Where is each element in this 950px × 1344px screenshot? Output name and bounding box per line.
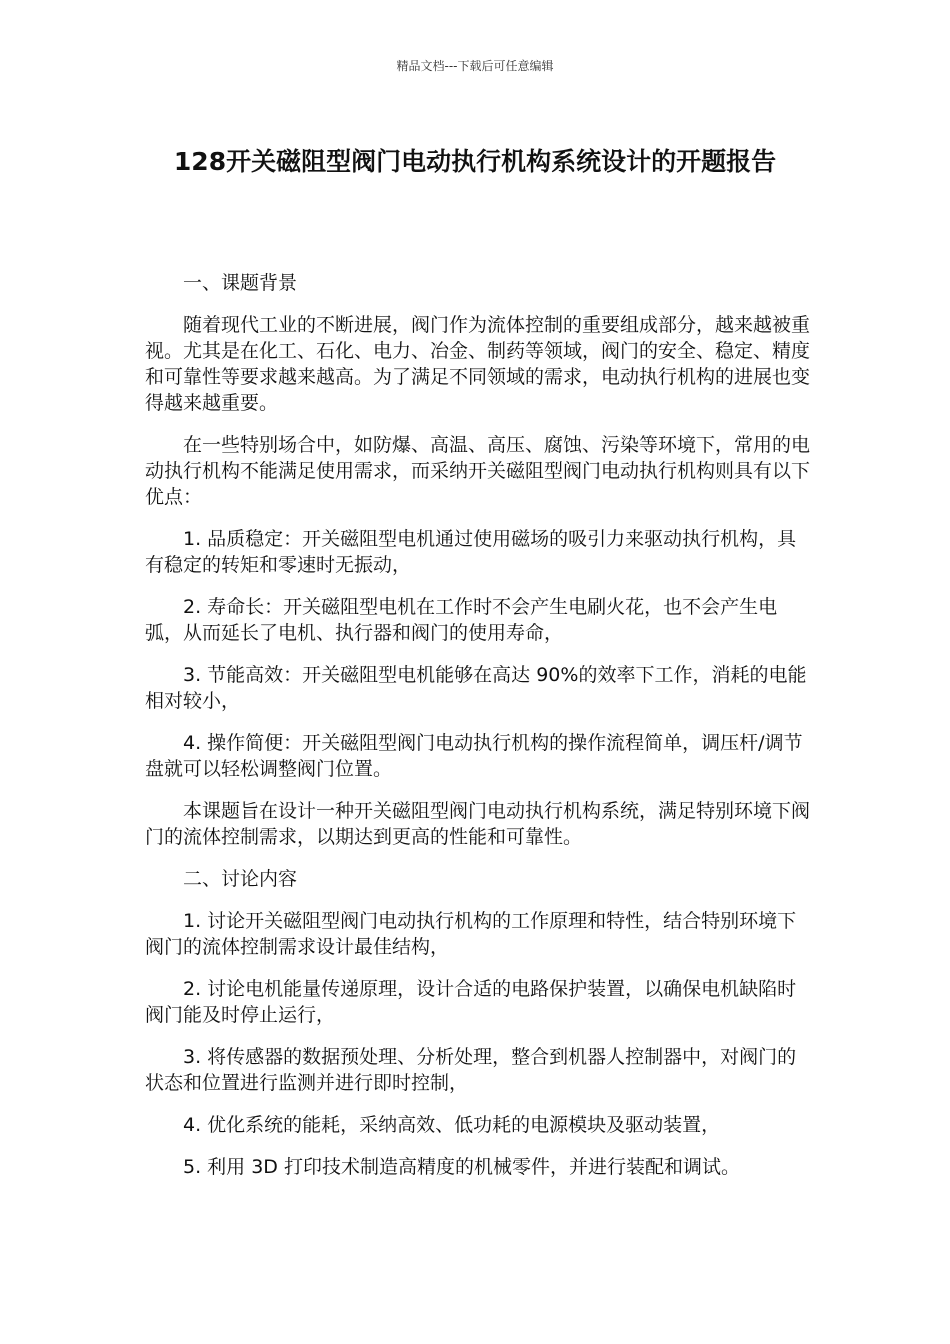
document-body	[145, 270, 810, 1196]
section-heading: 一、课题背景	[183, 272, 298, 294]
page-header-note: 精品文档---下载后可任意编辑	[396, 59, 554, 73]
section-research-content	[145, 866, 810, 1180]
list-item: 2. 寿命长：开关磁阻型电机在工作时不会产生电刷火花，也不会产生电弧，从而延长了电机、执行器和阀门的使用寿命，	[145, 596, 778, 644]
paragraph: 随着现代工业的不断进展，阀门作为流体控制的重要组成部分，越来越被重视。尤其是在化工、石化、电力、冶金、制药等领域，阀门的安全、稳定、精度和可靠性等要求越来越高。为了满足不同领域的需求，电动执行机构的进展也变得越来越重要。	[145, 314, 811, 414]
section-heading: 二、讨论内容	[183, 868, 298, 890]
paragraph: 本课题旨在设计一种开关磁阻型阀门电动执行机构系统，满足特别环境下阀门的流体控制需求，以期达到更高的性能和可靠性。	[145, 800, 811, 848]
paragraph: 在一些特别场合中，如防爆、高温、高压、腐蚀、污染等环境下，常用的电动执行机构不能满足使用需求，而采纳开关磁阻型阀门电动执行机构则具有以下优点：	[145, 434, 811, 508]
list-item: 2. 讨论电机能量传递原理，设计合适的电路保护装置，以确保电机缺陷时阀门能及时停止运行，	[145, 978, 797, 1026]
list-item: 5. 利用 3D 打印技术制造高精度的机械零件，并进行装配和调试。	[183, 1156, 740, 1178]
list-item: 4. 操作简便：开关磁阻型阀门电动执行机构的操作流程简单，调压杆/调节盘就可以轻松调整阀门位置。	[145, 732, 803, 780]
list-item: 1. 讨论开关磁阻型阀门电动执行机构的工作原理和特性，结合特别环境下阀门的流体控制需求设计最佳结构，	[145, 910, 797, 958]
document-title: 128开关磁阻型阀门电动执行机构系统设计的开题报告	[173, 147, 777, 176]
list-item: 4. 优化系统的能耗，采纳高效、低功耗的电源模块及驱动装置，	[183, 1114, 721, 1136]
section-background	[145, 270, 810, 850]
list-item: 1. 品质稳定：开关磁阻型电机通过使用磁场的吸引力来驱动执行机构，具有稳定的转矩和零速时无振动，	[145, 528, 797, 576]
list-item: 3. 将传感器的数据预处理、分析处理，整合到机器人控制器中，对阀门的状态和位置进行监测并进行即时控制，	[145, 1046, 797, 1094]
list-item: 3. 节能高效：开关磁阻型电机能够在高达 90%的效率下工作，消耗的电能相对较小，	[145, 664, 807, 712]
